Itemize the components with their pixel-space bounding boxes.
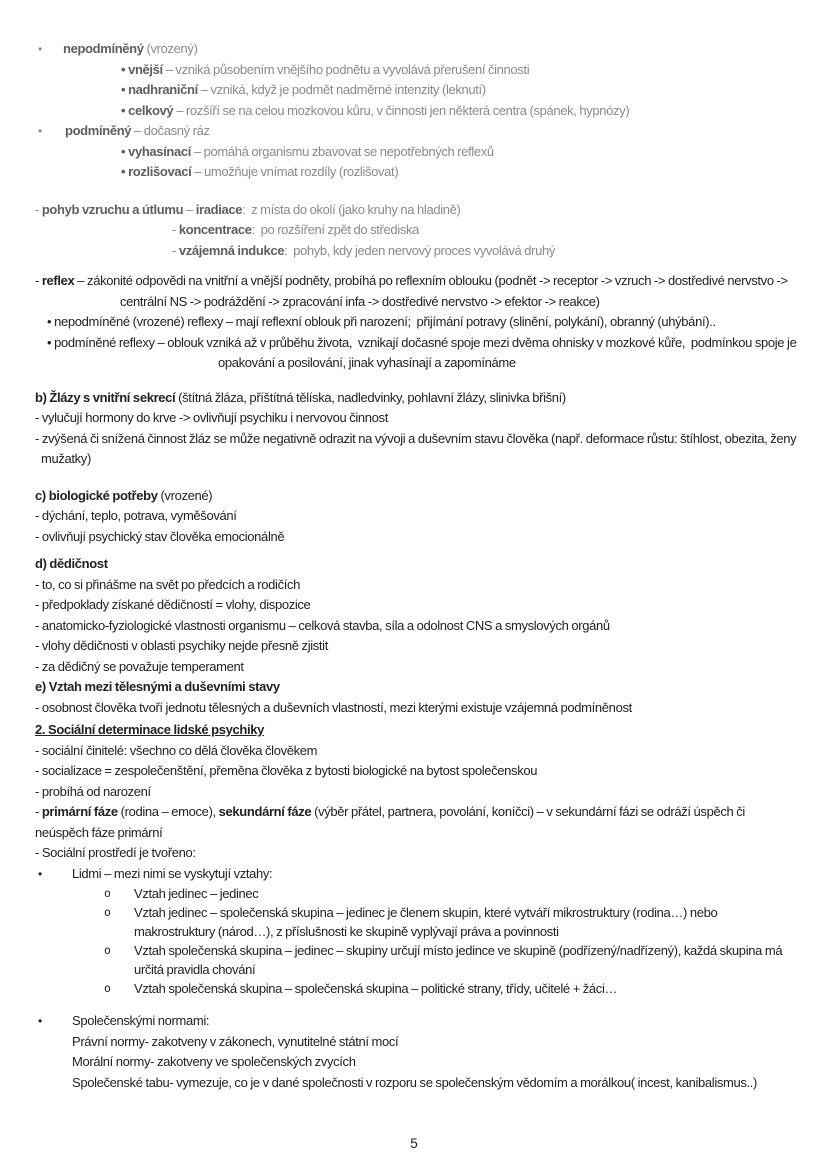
text-segment: iradiace (195, 201, 243, 217)
text-line (0, 616, 800, 637)
text-line (0, 884, 800, 903)
text-segment: • rozlišovací (121, 164, 192, 179)
text-segment: (vrozený) (143, 41, 198, 56)
text-segment: podmíněný (65, 123, 132, 138)
text-segment: d) dědičnost (35, 556, 108, 571)
text-segment: (výběr přátel, partnera, povolání, koníčci) – v sekundární fázi se odráží úspěch či neúspěch fáze primární (35, 804, 748, 840)
text-segment: – vzniká působením vnějšího podnětu a vyvolává přerušení činnosti (162, 61, 530, 77)
text-segment: Právní normy- zakotveny v zákonech, vynutitelné státní mocí (72, 1033, 399, 1049)
text-line (0, 39, 800, 60)
text-segment: Společenskými normami: (72, 1013, 210, 1028)
text-segment: e) Vztah mezi tělesnými a duševními stavy (35, 679, 280, 694)
text-segment: : z místa do okolí (jako kruhy na hladině) (242, 201, 461, 217)
text-line (0, 761, 800, 782)
text-line (0, 657, 800, 678)
text-line (0, 220, 800, 241)
text-segment: – pomáhá organismu zbavovat se nepotřebných reflexů (191, 143, 494, 159)
text-segment: – zákonité odpovědi na vnitřní a vnější podněty, probíhá po reflexním oblouku (podnět -> receptor -> vzruch -> dostředivé nervstvo -> centrální NS -> podráždění -> zpracování infa -> dostředivé nervstvo -> efektor -> reakce) (74, 273, 791, 309)
text-line (0, 782, 800, 803)
bullet-icon: • (38, 1014, 42, 1028)
text-segment: • vnější (121, 61, 163, 77)
text-segment: Společenské tabu- vymezuje, co je v dané společnosti v rozporu se společenským vědomím a morálkou( incest, kanibalismus..) (72, 1074, 758, 1090)
text-line (0, 162, 800, 183)
text-segment: - (35, 273, 42, 288)
text-segment: - zvýšená či snížená činnost žláz se může negativně odrazit na vývoji a duševním stavu člověka (např. deformace růstu: štíhlost, obezita, ženy mužatky) (35, 430, 800, 466)
text-line (0, 802, 800, 843)
text-line (0, 941, 800, 979)
social-determination-section (0, 720, 828, 998)
text-segment: - (35, 804, 42, 819)
text-segment: : po rozšíření zpět do střediska (251, 222, 420, 237)
text-segment: - předpoklady získané dědičností = vlohy, dispozice (35, 597, 311, 612)
text-line (0, 1052, 800, 1073)
text-segment: : pohyb, kdy jeden nervový proces vyvolává druhý (284, 242, 555, 258)
text-segment: • nadhraniční (121, 82, 198, 97)
reflex-definition (0, 271, 828, 374)
text-line (0, 1073, 800, 1094)
text-line (0, 60, 800, 81)
text-line (0, 200, 800, 221)
text-segment: – umožňuje vnímat rozdíly (rozlišovat) (191, 164, 399, 179)
circle-bullet-icon: o (104, 886, 111, 900)
text-segment: - ovlivňují psychický stav člověka emocionálně (35, 528, 285, 544)
text-segment: (rodina – emoce), (117, 804, 219, 819)
text-segment: Morální normy- zakotveny ve společenských zvycích (72, 1054, 356, 1069)
text-line (0, 241, 800, 262)
text-segment: - vylučují hormony do krve -> ovlivňují psychiku i nervovou činnost (35, 410, 388, 425)
text-line (0, 312, 800, 333)
text-line (0, 720, 800, 741)
text-segment: 2. Sociální determinace lidské psychiky (35, 722, 264, 737)
text-segment: - osobnost člověka tvoří jednotu tělesných a duševních vlastností, mezi kterými existuje vzájemná podmíněnost (35, 699, 632, 715)
text-line (0, 142, 800, 163)
text-segment: - dýchání, teplo, potrava, vyměšování (35, 508, 237, 523)
text-line (0, 741, 800, 762)
circle-bullet-icon: o (104, 981, 111, 995)
page-number: 5 (410, 1136, 418, 1151)
text-line (0, 527, 800, 548)
bullet-icon: • (38, 124, 42, 138)
excitation-movement (0, 200, 828, 262)
body-mind-section (0, 677, 828, 718)
text-segment: • celkový (121, 102, 174, 118)
bullet-icon: • (38, 42, 42, 56)
text-segment: reflex (41, 273, 75, 288)
text-segment: vzájemná indukce (178, 242, 285, 258)
text-line (0, 698, 800, 719)
text-line (0, 388, 800, 409)
text-segment: - (35, 201, 42, 217)
text-line (0, 80, 800, 101)
biological-needs-section (0, 486, 828, 548)
text-line (0, 408, 800, 429)
text-line (0, 1011, 800, 1032)
text-segment: – rozšíří se na celou mozkovou kůru, v činnosti jen některá centra (spánek, hypnózy) (173, 102, 630, 118)
text-segment: - (172, 222, 179, 237)
text-segment: Vztah společenská skupina – jedinec – skupiny určují místo jedince ve skupině (podřízený/nadřízený), každá skupina má určitá pravidla chování (134, 943, 786, 977)
text-line (0, 843, 800, 864)
text-segment: - Sociální prostředí je tvořeno: (35, 845, 196, 860)
endocrine-glands-section (0, 388, 828, 470)
text-line (0, 903, 800, 941)
text-segment: - za dědičný se považuje temperament (35, 658, 244, 674)
text-line (0, 636, 800, 657)
text-line (0, 575, 800, 596)
text-segment: – dočasný ráz (131, 123, 210, 138)
text-line (0, 506, 800, 527)
text-segment: - vlohy dědičnosti v oblasti psychiky nejde přesně zjistit (35, 638, 328, 653)
text-segment: c) biologické potřeby (35, 487, 158, 503)
text-segment: Lidmi – mezi nimi se vyskytují vztahy: (72, 865, 273, 881)
text-line (0, 486, 800, 507)
text-segment: koncentrace (178, 222, 252, 237)
text-segment: - anatomicko-fyziologické vlastnosti organismu – celková stavba, síla a odolnost CNS a smyslových orgánů (35, 617, 610, 633)
text-segment: - (172, 242, 179, 258)
text-segment: (vrozené) (157, 487, 213, 503)
circle-bullet-icon: o (104, 905, 111, 919)
text-line (0, 101, 800, 122)
text-segment: • nepodmíněné (vrozené) reflexy – mají reflexní oblouk při narození; přijímání potravy (slinění, polykání), obranný (uhýbání).. (47, 314, 716, 329)
text-segment: • podmíněné reflexy – oblouk vzniká až v průběhu života, vznikají dočasné spoje mezi dvěma ohnisky v mozkové kůře, podmínkou spoje je opakování a posilování, jinak vyhasínají a zapomínáme (47, 334, 800, 370)
text-line (0, 554, 800, 575)
text-segment: • vyhasínací (121, 143, 192, 159)
text-line (0, 864, 800, 885)
text-segment: - sociální činitelé: všechno co dělá člověka člověkem (35, 742, 318, 758)
text-segment: Vztah jedinec – jedinec (134, 886, 259, 901)
text-line (0, 429, 800, 470)
text-segment: – (183, 201, 196, 217)
text-segment: Vztah jedinec – společenská skupina – jedinec je členem skupin, které vytváří mikrostruktury (rodina…) nebo makrostruktury (národ…), z příslušnosti ke skupině vyplývají práva a povinnosti (134, 905, 721, 939)
text-segment: - socializace = zespolečenštění, přeměna člověka z bytosti biologické na bytost společenskou (35, 763, 538, 778)
text-segment: nepodmíněný (63, 41, 144, 56)
text-segment: - to, co si přinášme na svět po předcích a rodičích (35, 576, 301, 592)
text-line (0, 979, 800, 998)
bullet-icon: • (38, 866, 42, 881)
text-segment: Vztah společenská skupina – společenská skupina – politické strany, třídy, učitelé + žáci… (134, 981, 618, 996)
text-segment: (štítná žláza, příštítná tělíska, nadledvinky, pohlavní žlázy, slinivka břišní) (175, 389, 566, 405)
heredity-section (0, 554, 828, 677)
text-segment: sekundární fáze (218, 804, 312, 819)
circle-bullet-icon: o (104, 943, 111, 957)
text-segment: pohyb vzruchu a útlumu (41, 201, 184, 217)
social-norms-section (0, 1011, 828, 1093)
text-line (0, 271, 800, 312)
text-line (0, 677, 800, 698)
text-line (0, 121, 800, 142)
text-segment: b) Žlázy s vnitřní sekrecí (35, 389, 176, 405)
text-segment: primární fáze (41, 804, 118, 819)
text-line (0, 333, 800, 374)
text-segment: – vzniká, když je podmět nadměrné intenzity (leknutí) (197, 82, 486, 97)
text-line (0, 1032, 800, 1053)
text-segment: - probíhá od narození (35, 783, 151, 799)
text-line (0, 595, 800, 616)
reflex-types-list (0, 39, 828, 183)
